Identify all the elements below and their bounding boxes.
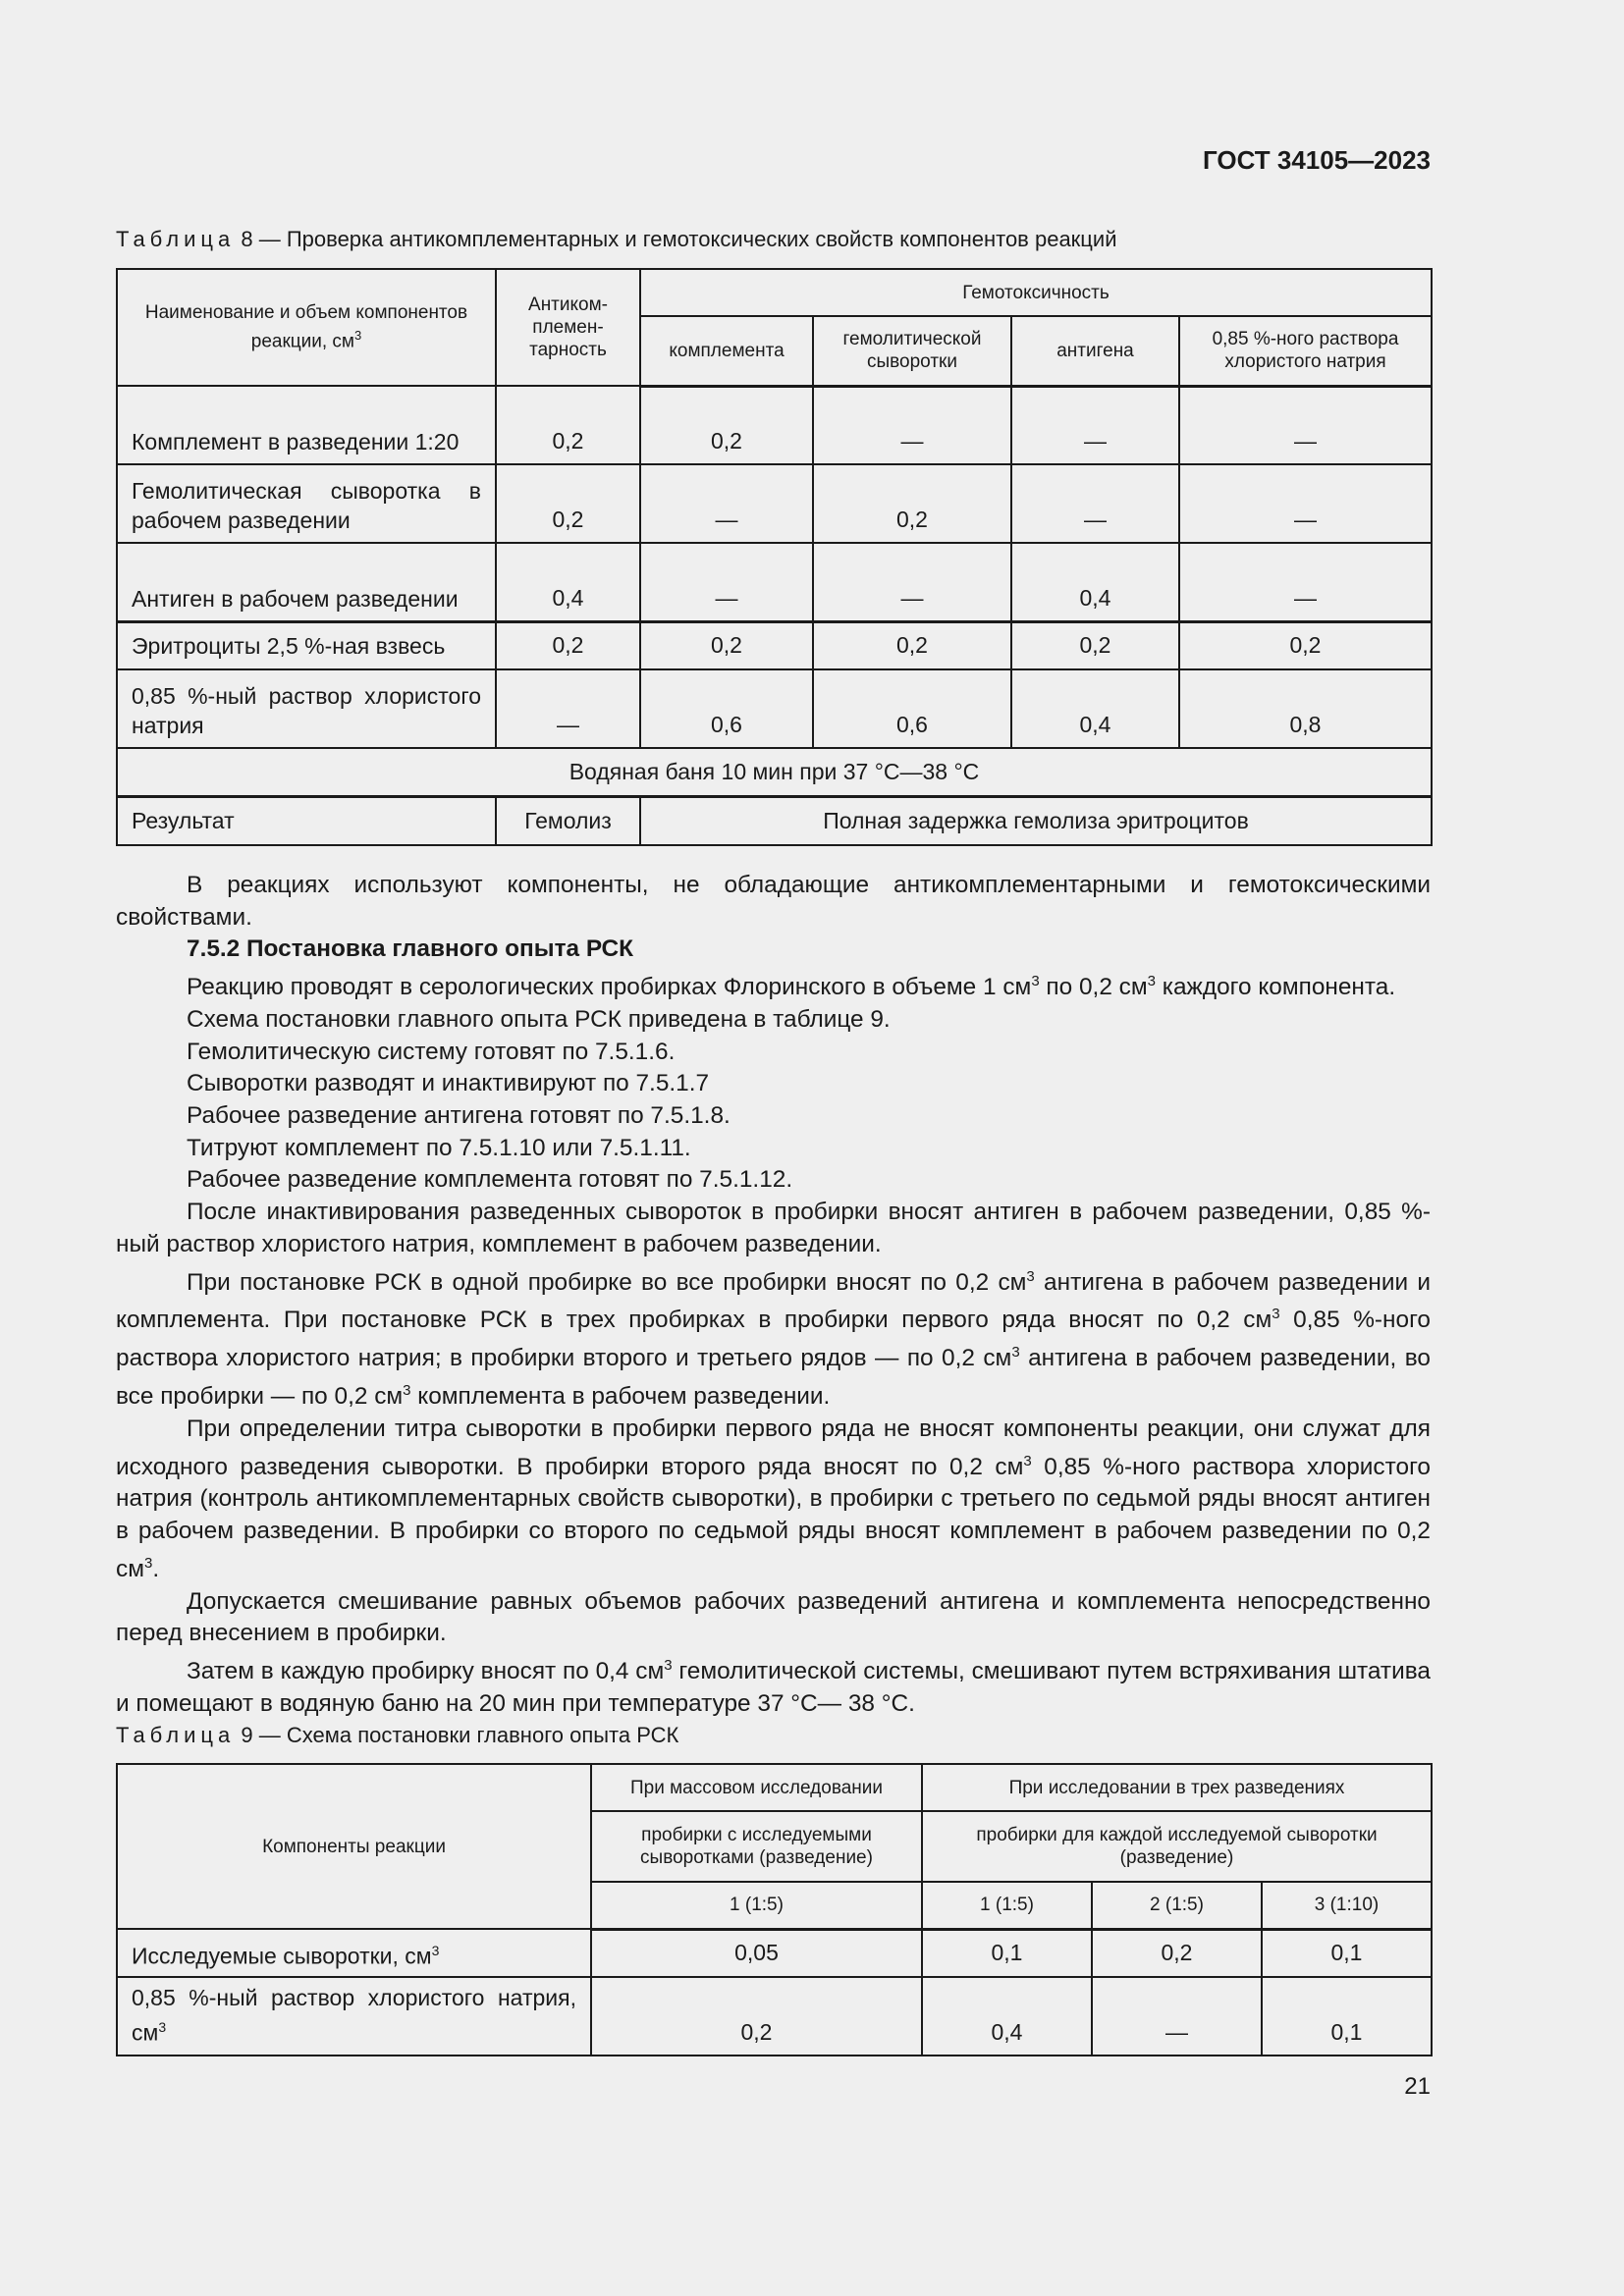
col-header-nacl: 0,85 %-ного раствора хлористого натрия [1179, 316, 1432, 386]
cell: — [1011, 464, 1179, 543]
cell: — [813, 386, 1011, 464]
col-header-complement: комплемента [640, 316, 813, 386]
dilution-header: 2 (1:5) [1092, 1882, 1262, 1929]
paragraph: Затем в каждую пробирку вносят по 0,4 $см^3$ гемолитической системы, смешивают путем встряхивания штатива и помещают в водяную баню на 20 мин при температуре 37 °С— 38 °С. [116, 1657, 1431, 1717]
cell: 0,2 [640, 621, 813, 669]
standard-code: ГОСТ 34105—2023 [1203, 145, 1431, 175]
table8-caption-text: 8 — Проверка антикомплементарных и гемотоксических свойств компонентов реакций [241, 227, 1117, 251]
row-name: 0,85 %-ный раствор хлористого натрия [117, 669, 496, 748]
col-header-components: Компоненты реакции [117, 1764, 591, 1929]
table9 [116, 1763, 1433, 2056]
paragraph: Реакцию проводят в серологических пробирках Флоринского в объеме 1 $см^3$ по 0,2 $см^3$ каждого компонента. [187, 973, 1396, 1001]
water-bath-row: Водяная баня 10 мин при 37 °С—38 °С [117, 748, 1432, 796]
dilution-header: 1 (1:5) [922, 1882, 1092, 1929]
subheader-mass-tubes: пробирки с исследуемыми сыворотками (разведение) [591, 1811, 922, 1882]
col-header-anticomplementarity: Антиком-племен-тарность [496, 269, 640, 386]
cell: 0,1 [922, 1929, 1092, 1977]
cell: 0,1 [1262, 1977, 1432, 2056]
table9-caption-text: 9 — Схема постановки главного опыта РСК [241, 1723, 679, 1747]
row-name: Антиген в рабочем разведении [117, 543, 496, 621]
paragraph: Рабочее разведение комплемента готовят по 7.5.1.12. [187, 1166, 793, 1194]
cell: 0,6 [640, 669, 813, 748]
cell: 0,2 [1011, 621, 1179, 669]
cell: 0,4 [496, 543, 640, 621]
col-header-antigen: антигена [1011, 316, 1179, 386]
cell: — [1179, 386, 1432, 464]
body-text [116, 870, 1431, 1721]
paragraph: После инактивирования разведенных сывороток в пробирки вносят антиген в рабочем разведении, 0,85 %-ный раствор хлористого натрия, комплемент в рабочем разведении. [116, 1199, 1431, 1257]
cell: 0,2 [640, 386, 813, 464]
table-row [117, 669, 1432, 748]
cell: — [813, 543, 1011, 621]
row-name: Эритроциты 2,5 %-ная взвесь [117, 621, 496, 669]
paragraph: В реакциях используют компоненты, не обладающие антикомплементарными и гемотоксическими свойствами. [116, 872, 1431, 931]
dilution-header: 1 (1:5) [591, 1882, 922, 1929]
cell: — [640, 464, 813, 543]
row-name: Гемолитическая сыворотка в рабочем разведении [117, 464, 496, 543]
table8-caption-word: Таблица [116, 227, 236, 251]
table-row [117, 464, 1432, 543]
cell: 0,1 [1262, 1929, 1432, 1977]
cell: 0,2 [813, 464, 1011, 543]
col-header-hemotoxicity: Гемотоксичность [640, 269, 1432, 316]
cell: — [640, 543, 813, 621]
col-header-mass-study: При массовом исследовании [591, 1764, 922, 1811]
table-row [117, 748, 1432, 796]
section-heading: 7.5.2 Постановка главного опыта РСК [187, 935, 634, 963]
cell: 0,2 [813, 621, 1011, 669]
cell: 0,4 [922, 1977, 1092, 2056]
cell: 0,2 [496, 621, 640, 669]
paragraph: При постановке РСК в одной пробирке во все пробирки вносят по 0,2 $см^3$ антигена в рабочем разведении и комплемента. При постановке РСК в трех пробирках в пробирки первого ряда вносят по 0,2 $см^3$ 0,85 %-ного раствора хлористого натрия; в пробирки второго и третьего рядов — по 0,2 $см^3$ антигена в рабочем разведении, во все пробирки — по 0,2 $см^3$ комплемента в рабочем разведении. [116, 1267, 1432, 1411]
col-header-three-dilutions: При исследовании в трех разведениях [922, 1764, 1432, 1811]
row-name: Комплемент в разведении 1:20 [117, 386, 496, 464]
cell: 0,2 [1179, 621, 1432, 669]
paragraph: Рабочее разведение антигена готовят по 7.5.1.8. [187, 1102, 731, 1130]
cell: 0,2 [496, 386, 640, 464]
cell: 0,05 [591, 1929, 922, 1977]
cell: 0,6 [813, 669, 1011, 748]
page-number: 21 [1404, 2073, 1431, 2100]
table-row [117, 543, 1432, 621]
cell: 0,2 [496, 464, 640, 543]
cell: 0,2 [591, 1977, 922, 2056]
paragraph: При определении титра сыворотки в пробирки первого ряда не вносят компоненты реакции, они служат для исходного разведения сыворотки. В пробирки второго ряда вносят по 0,2 $см^3$ 0,85 %-ного раствора хлористого натрия (контроль антикомплементарных свойств сыворотки), в пробирки с третьего по седьмой ряды вносят антиген в рабочем разведении. В пробирки со второго по седьмой ряды вносят комплемент в рабочем разведении по 0,2 $см^3$. [116, 1415, 1431, 1582]
subheader-three-tubes: пробирки для каждой исследуемой сыворотки (разведение) [922, 1811, 1432, 1882]
row-name: Исследуемые сыворотки, $см^3$ [117, 1929, 591, 1977]
table9-caption-word: Таблица [116, 1723, 236, 1747]
table8-caption [116, 227, 1117, 252]
table8 [116, 268, 1433, 846]
result-hemolysis: Гемолиз [496, 796, 640, 845]
cell: 0,4 [1011, 669, 1179, 748]
cell: — [1179, 464, 1432, 543]
dilution-header: 3 (1:10) [1262, 1882, 1432, 1929]
table-row [117, 1929, 1432, 1977]
cell: 0,8 [1179, 669, 1432, 748]
cell: — [496, 669, 640, 748]
cell: 0,4 [1011, 543, 1179, 621]
paragraph: Титруют комплемент по 7.5.1.10 или 7.5.1.11. [187, 1134, 691, 1161]
table-row [117, 621, 1432, 669]
col-header-hemolytic-serum: гемолитической сыворотки [813, 316, 1011, 386]
cell: — [1179, 543, 1432, 621]
table9-caption [116, 1723, 678, 1748]
paragraph: Гемолитическую систему готовят по 7.5.1.6. [187, 1038, 676, 1065]
result-delay: Полная задержка гемолиза эритроцитов [640, 796, 1432, 845]
paragraph: Допускается смешивание равных объемов рабочих разведений антигена и комплемента непосредственно перед внесением в пробирки. [116, 1587, 1431, 1647]
paragraph: Сыворотки разводят и инактивируют по 7.5.1.7 [187, 1070, 710, 1097]
cell: — [1092, 1977, 1262, 2056]
table-row [117, 796, 1432, 845]
cell: 0,2 [1092, 1929, 1262, 1977]
table-row [117, 386, 1432, 464]
paragraph: Схема постановки главного опыта РСК приведена в таблице 9. [187, 1005, 891, 1033]
row-name: 0,85 %-ный раствор хлористого натрия, $см^3$ [117, 1977, 591, 2056]
col-header-name: Наименование и объем компонентов реакции, $см^3$ [117, 269, 496, 386]
result-label: Результат [117, 796, 496, 845]
table-row [117, 1977, 1432, 2056]
cell: — [1011, 386, 1179, 464]
